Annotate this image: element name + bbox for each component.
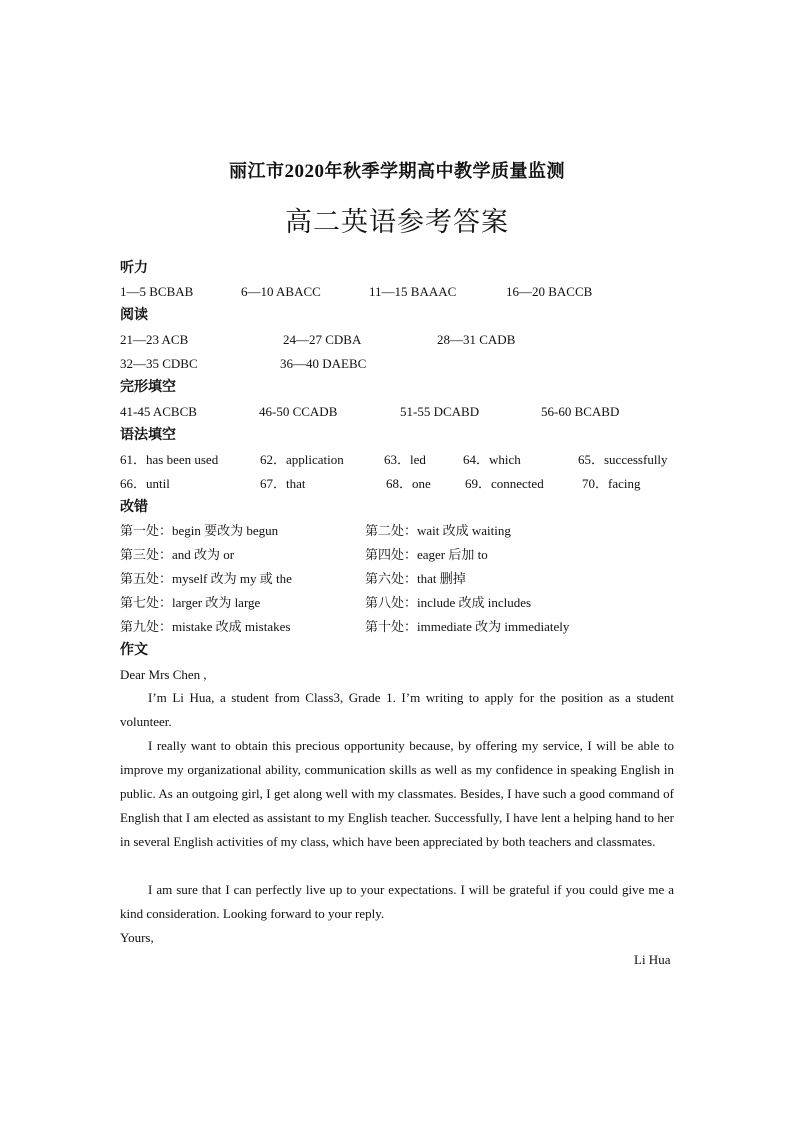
grammar-answer: 69．connected [465,476,544,491]
listening-heading: 听力 [120,260,148,276]
grammar-answer: 70．facing [582,476,641,491]
listening-answer: 1—5 BCBAB [120,284,194,299]
title-prefix: 丽江市 [229,161,285,182]
grammar-answer: 61．has been used [120,452,219,467]
grammar-answer: 67．that [260,476,306,491]
cloze-answer: 51-55 DCABD [400,404,480,419]
cloze-answer: 46-50 CCADB [259,404,338,419]
page-subtitle: 高二英语参考答案 [285,207,509,238]
cloze-heading: 完形填空 [120,379,176,395]
correction-item: 第十处：immediate 改为 immediately [365,619,570,634]
grammar-answer: 63．led [384,452,426,467]
correction-item: 第六处：that 删掉 [365,571,466,586]
correction-item: 第三处：and 改为 or [120,547,235,562]
listening-answer: 6—10 ABACC [241,284,321,299]
listening-answer: 11—15 BAAAC [369,284,457,299]
listening-answer: 16—20 BACCB [506,284,593,299]
correction-item: 第九处：mistake 改成 mistakes [120,619,291,634]
correction-item: 第五处：myself 改为 my 或 the [120,571,292,586]
title-year: 2020 [284,161,325,182]
letter-salutation: Dear Mrs Chen , [120,667,207,682]
correction-item: 第七处：larger 改为 large [120,595,261,610]
cloze-answer: 41-45 ACBCB [120,404,197,419]
reading-answer: 24—27 CDBA [283,332,362,347]
writing-heading: 作文 [120,642,148,658]
grammar-answer: 68．one [386,476,431,491]
correction-item: 第八处：include 改成 includes [365,595,532,610]
grammar-answer: 62．application [260,452,344,467]
correction-item: 第二处：wait 改成 waiting [365,523,511,538]
letter-paragraph: I am sure that I can perfectly live up to your expectations. I will be grateful if you could give me a kind consideration. Looking forward to your reply. [120,882,674,921]
reading-answer: 28—31 CADB [437,332,516,347]
exam-title [0,157,794,183]
letter-closing: Yours, [120,930,154,945]
correction-heading: 改错 [120,499,148,515]
letter-signature: Li Hua [634,952,671,967]
correction-item: 第四处：eager 后加 to [365,547,488,562]
correction-item: 第一处：begin 要改为 begun [120,523,279,538]
grammar-answer: 65．successfully [578,452,668,467]
reading-answer: 32—35 CDBC [120,356,198,371]
grammar-answer: 64．which [463,452,521,467]
cloze-answer: 56-60 BCABD [541,404,620,419]
reading-answer: 36—40 DAEBC [280,356,367,371]
reading-answer: 21—23 ACB [120,332,189,347]
reading-heading: 阅读 [120,307,148,323]
grammar-answer: 66．until [120,476,170,491]
title-suffix: 年秋季学期高中教学质量监测 [324,161,565,182]
letter-paragraph: I’m Li Hua, a student from Class3, Grade 1. I’m writing to apply for the position as a student volunteer. [120,690,674,729]
letter-paragraph: I really want to obtain this precious opportunity because, by offering my service, I will be able to improve my organizational ability, communication skills as well as my confidence in speaking English in public. As an outgoing girl, I get along well with my classmates. Besides, I have such a good command of English that I am elected as assistant to my English teacher. Successfully, I have lent a helping hand to her in several English activities of my class, which have been appreciated by both teachers and classmates. [120,738,674,849]
grammar-heading: 语法填空 [120,427,176,443]
